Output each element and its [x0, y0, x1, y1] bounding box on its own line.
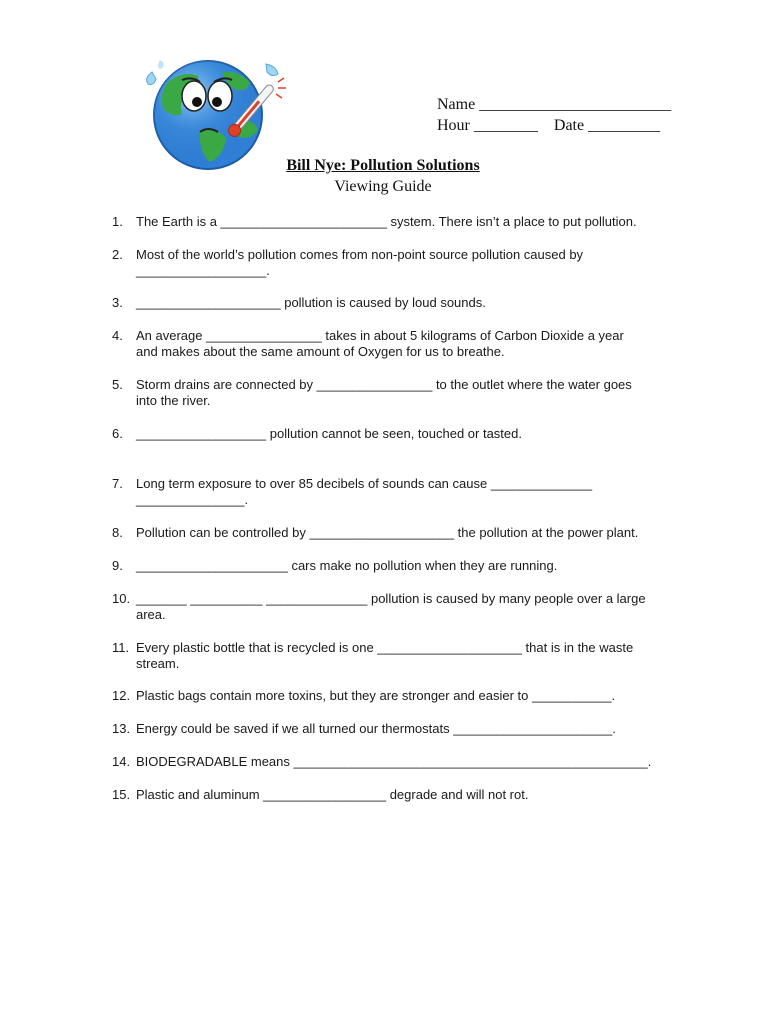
worksheet-subtitle: Viewing Guide [334, 178, 432, 195]
sick-earth-icon [138, 52, 288, 174]
question-number: 6. [112, 426, 123, 441]
question-item [112, 295, 692, 311]
question-item [112, 754, 692, 770]
question-text: Storm drains are connected by ________________ to the outlet where the water goes into the river. [136, 377, 632, 408]
question-text: An average ________________ takes in about 5 kilograms of Carbon Dioxide a year and makes about the same amount of Oxygen for us to breathe. [136, 328, 624, 359]
question-item [112, 688, 692, 704]
question-number: 12. [112, 688, 131, 703]
question-text: Every plastic bottle that is recycled is one ____________________ that is in the waste stream. [136, 640, 634, 671]
question-number: 1. [112, 214, 123, 229]
name-field[interactable]: Name ________________________ [437, 96, 672, 113]
question-item [112, 591, 692, 623]
question-item [112, 721, 692, 737]
question-text: BIODEGRADABLE means _________________________________________________. [136, 754, 652, 769]
question-number: 14. [112, 754, 131, 769]
question-item [112, 525, 692, 541]
question-text: Most of the world’s pollution comes from non-point source pollution caused by __________________. [136, 247, 584, 278]
question-number: 13. [112, 721, 131, 736]
question-item [112, 377, 692, 409]
question-number: 9. [112, 558, 123, 573]
question-text: Pollution can be controlled by ____________________ the pollution at the power plant. [136, 525, 639, 540]
question-number: 5. [112, 377, 123, 392]
question-item [112, 558, 692, 574]
question-text: The Earth is a _______________________ system. There isn’t a place to put pollution. [136, 214, 637, 229]
question-text: Energy could be saved if we all turned our thermostats ______________________. [136, 721, 616, 736]
question-item [112, 328, 692, 360]
question-item [112, 426, 692, 442]
question-text: Plastic and aluminum _________________ degrade and will not rot. [136, 787, 529, 802]
question-text: ____________________ pollution is caused by loud sounds. [136, 295, 486, 310]
question-number: 8. [112, 525, 123, 540]
hour-date-field[interactable]: Hour ________ Date _________ [437, 117, 661, 134]
question-item [112, 476, 692, 508]
question-item [112, 640, 692, 672]
question-text: __________________ pollution cannot be seen, touched or tasted. [136, 426, 522, 441]
question-number: 11. [112, 640, 130, 655]
question-number: 10. [112, 591, 131, 606]
question-text: Long term exposure to over 85 decibels of sounds can cause ______________ _______________. [136, 476, 593, 507]
worksheet-title-text: Bill Nye: Pollution Solutions [286, 157, 480, 174]
question-text: _______ __________ ______________ pollution is caused by many people over a large area. [136, 591, 646, 622]
question-text: Plastic bags contain more toxins, but they are stronger and easier to ___________. [136, 688, 616, 703]
question-item [112, 247, 692, 279]
question-number: 3. [112, 295, 123, 310]
worksheet-title [200, 157, 566, 175]
question-item [112, 787, 692, 803]
question-number: 2. [112, 247, 123, 262]
question-number: 4. [112, 328, 123, 343]
question-item [112, 214, 692, 230]
question-text: _____________________ cars make no pollution when they are running. [136, 558, 558, 573]
question-number: 7. [112, 476, 123, 491]
question-number: 15. [112, 787, 131, 802]
student-info-fields [437, 94, 671, 136]
